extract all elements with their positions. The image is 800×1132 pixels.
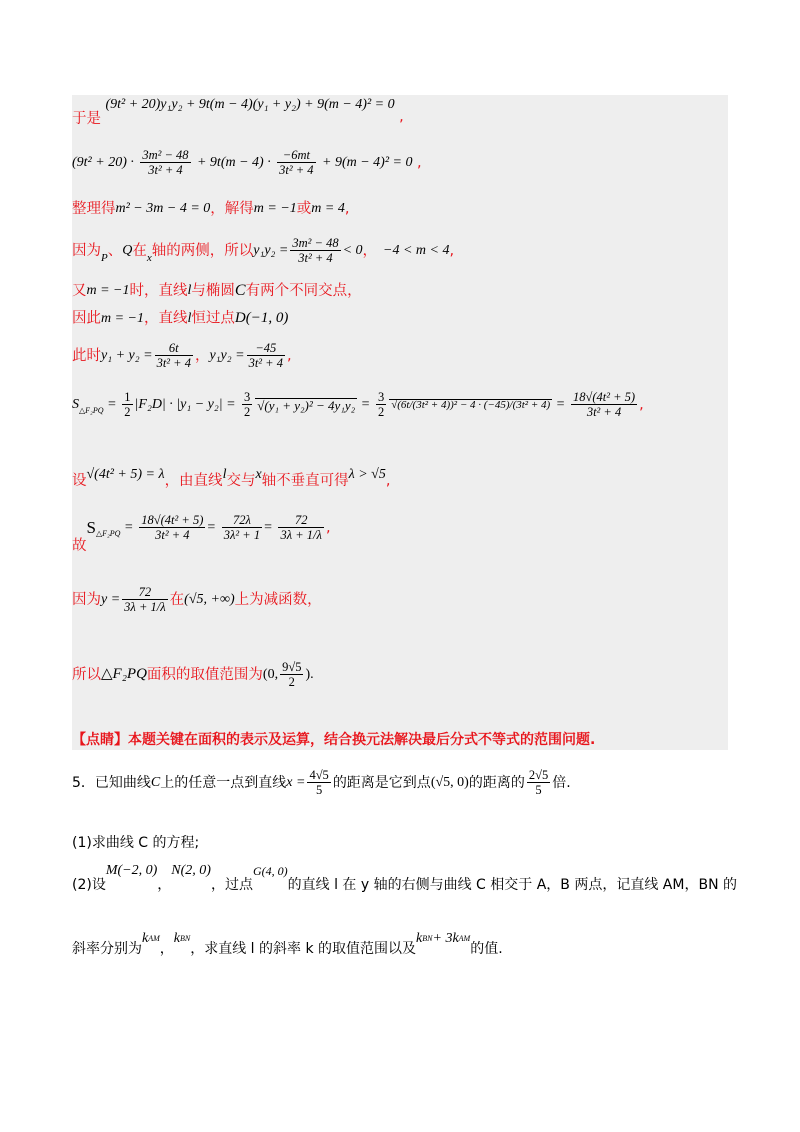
solution-line-3: 整理得m² − 3m − 4 = 0，解得m = −1或m = 4, — [72, 201, 350, 217]
solution-line-9: 设√(4t² + 5) = λ，由直线l交与x轴不垂直可得λ > √5, — [72, 467, 391, 489]
solution-line-4: 因为P、Q在x轴的两侧，所以y₁y₂ = $\frac{\text{3m² − 48}}{\text{3t² + 4}}$ < 0， −4 < m < 4, — [72, 236, 455, 266]
solution-line-12: 所以△F₂PQ面积的取值范围为(0, $\frac{9√5}{2}$ ). — [72, 660, 314, 690]
solution-line-5: 又m = −1时，直线l与椭圆C有两个不同交点， — [72, 282, 362, 299]
solution-line-1: 于是 (9t² + 20)y₁y₂ + 9t(m − 4)(y₁ + y₂) + 9(m − 4)² = 0 , — [72, 97, 404, 127]
solution-line-11: 因为y = $\frac{72}{3\lambda + 1/\lambda}$ 在(√5, +∞)上为减函数， — [72, 585, 322, 615]
problem-part-1: (1)求曲线 C 的方程; — [72, 835, 200, 851]
problem-part-2: (2)设M(−2, 0)，N(2, 0)，过点G(4, 0)的直线 l 在 y 轴的右侧与曲线 C 相交于 A，B 两点，记直线 AM，BN 的 — [72, 863, 737, 893]
problem-line-1: 5．已知曲线C上的任意一点到直线x = $\frac{4√5}{5}$ 的距离是它到点(√5, 0)的距离的 $\frac{2√5}{5}$ 倍. — [72, 768, 571, 798]
solution-line-6: 因此m = −1，直线l恒过点D(−1, 0) — [72, 310, 289, 327]
fraction: $\frac{-6mt}{\text{3t² + 4}}$ — [279, 148, 314, 178]
equation-1: (9t² + 20)y₁y₂ + 9t(m − 4)(y₁ + y₂) + 9(m − 4)² = 0 — [105, 97, 395, 112]
problem-part-2-line-2: 斜率分别为kAM，kBN，求直线 l 的斜率 k 的取值范围以及kBN+ 3kAM的值. — [72, 931, 503, 957]
text-yushi: 于是 — [72, 111, 101, 127]
solution-line-7: 此时y₁ + y₂ = $\frac{6t}{\text{3t² + 4}}$ ，y₁y₂ = $\frac{-45}{\text{3t² + 4}}$ , — [72, 341, 292, 371]
fraction: $\frac{\text{3m² − 48}}{\text{3t² + 4}}$ — [142, 148, 189, 178]
solution-panel — [72, 95, 728, 750]
key-point-note: 【点睛】本题关键在面积的表示及运算，结合换元法解决最后分式不等式的范围问题. — [72, 732, 596, 748]
solution-line-2: (9t² + 20) · $\frac{\text{3m² − 48}}{\text{3t² + 4}}$ + 9t(m − 4) · $\frac{-6mt}{\text{3t² + 4}}$ + 9(m − 4)² = 0 , — [72, 148, 422, 178]
solution-line-10: 故S△F₂PQ = $\frac{\text{18√(4t² + 5)}}{\text{3t² + 4}}$ = $\frac{72\lambda}{\text{3λ² + 1}}$ = $\frac{72}{3\lambda + 1/\lambda}$ , — [72, 513, 331, 554]
solution-line-8: S△F₂PQ = $\frac{1}{2}$ |F₂D| · |y₁ − y₂| = $\frac{3}{2}$ √ (y₁ + y₂)² − 4y₁y₂ = $\frac{3}{2}$ √ (6t/(3t² + 4))² − 4 · (−45)/(3t² + 4) = $\frac{\text{18√(4t² + 5)}}{\text{3t² + 4}}$ , — [72, 390, 644, 420]
